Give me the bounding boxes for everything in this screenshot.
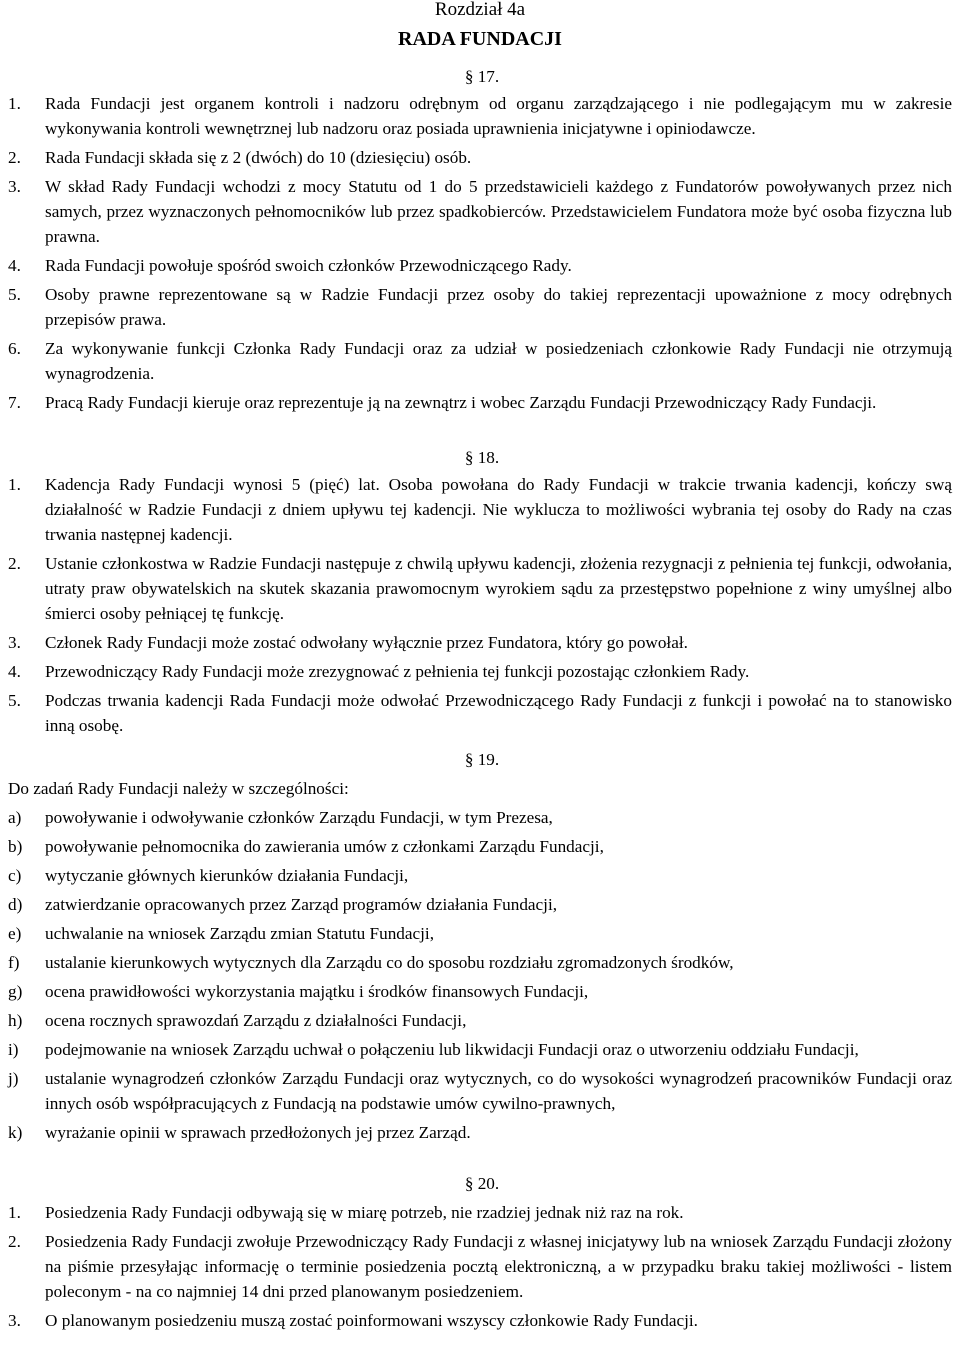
item-number: 5.	[8, 691, 21, 710]
item-number: 2.	[8, 148, 21, 167]
item-text: Rada Fundacji powołuje spośród swoich członków Przewodniczącego Rady.	[45, 256, 572, 275]
item-number: 6.	[8, 339, 21, 358]
item-text: wyrażanie opinii w sprawach przedłożonych jej przez Zarząd.	[45, 1123, 471, 1142]
item-number: 1.	[8, 94, 21, 113]
item-text: Przewodniczący Rady Fundacji może zrezygnować z pełnienia tej funkcji pozostając członkiem Rady.	[45, 662, 750, 681]
item-text: ustalanie kierunkowych wytycznych dla Zarządu co do sposobu rozdziału zgromadzonych środków,	[45, 953, 734, 972]
item-text: Posiedzenia Rady Fundacji odbywają się w miarę potrzeb, nie rzadziej jednak niż raz na rok.	[45, 1203, 684, 1222]
item-text: Podczas trwania kadencji Rada Fundacji może odwołać Przewodniczącego Rady Fundacji z funkcji i powołać na to stanowisko inną osobę.	[45, 691, 952, 735]
item-text: zatwierdzanie opracowanych przez Zarząd programów działania Fundacji,	[45, 895, 558, 914]
list-item	[8, 1229, 952, 1304]
item-number: 7.	[8, 393, 21, 412]
item-text: ocena prawidłowości wykorzystania majątku i środków finansowych Fundacji,	[45, 982, 589, 1001]
list-item	[8, 1120, 952, 1145]
item-text: uchwalanie na wniosek Zarządu zmian Statutu Fundacji,	[45, 924, 434, 943]
item-letter: e)	[8, 924, 22, 943]
item-number: 5.	[8, 285, 21, 304]
list-item	[8, 472, 952, 547]
paragraph-18-body	[8, 472, 952, 738]
item-text: podejmowanie na wniosek Zarządu uchwał o połączeniu lub likwidacji Fundacji oraz o utworzeniu oddziału Fundacji,	[45, 1040, 859, 1059]
item-letter: c)	[8, 866, 22, 885]
list-item	[8, 1008, 952, 1033]
item-number: 2.	[8, 1232, 21, 1251]
list-item	[8, 336, 952, 386]
list-item	[8, 1308, 952, 1333]
list-item	[8, 979, 952, 1004]
list-item	[8, 145, 952, 170]
list-item	[8, 921, 952, 946]
list-item	[8, 892, 952, 917]
item-number: 3.	[8, 177, 21, 196]
list-item	[8, 253, 952, 278]
item-letter: f)	[8, 953, 20, 972]
item-text: powoływanie i odwoływanie członków Zarządu Fundacji, w tym Prezesa,	[45, 808, 553, 827]
item-text: powoływanie pełnomocnika do zawierania umów z członkami Zarządu Fundacji,	[45, 837, 604, 856]
list-item	[8, 282, 952, 332]
item-text: ustalanie wynagrodzeń członków Zarządu Fundacji oraz wytycznych, co do wysokości wynagrodzeń pracowników Fundacji oraz innych osób współpracujących z Fundacją na podstawie umów cywilno-prawnych,	[45, 1069, 952, 1113]
chapter-title: RADA FUNDACJI	[398, 28, 562, 50]
list-item	[8, 688, 952, 738]
item-text: Osoby prawne reprezentowane są w Radzie Fundacji przez osoby do takiej reprezentacji upoważnione z mocy odrębnych przepisów prawa.	[45, 285, 952, 329]
item-letter: d)	[8, 895, 23, 914]
list-item	[8, 863, 952, 888]
item-letter: k)	[8, 1123, 23, 1142]
list-item	[8, 659, 952, 684]
item-number: 2.	[8, 554, 21, 573]
list-item	[8, 834, 952, 859]
item-text: W skład Rady Fundacji wchodzi z mocy Statutu od 1 do 5 przedstawicieli każdego z Fundatorów powoływanych przez nich samych, przez wyznaczonych pełnomocników lub przez spadkobierców. Przedstawicielem Fundatora może być osoba fizyczna lub prawna.	[45, 177, 952, 246]
list-item	[8, 551, 952, 626]
list-item	[8, 1037, 952, 1062]
item-letter: j)	[8, 1069, 19, 1088]
list-item	[8, 91, 952, 141]
item-letter: b)	[8, 837, 23, 856]
item-text: ocena rocznych sprawozdań Zarządu z działalności Fundacji,	[45, 1011, 467, 1030]
item-number: 3.	[8, 1311, 21, 1330]
item-number: 3.	[8, 633, 21, 652]
paragraph-18-heading: § 18.	[464, 448, 500, 467]
item-text: Pracą Rady Fundacji kieruje oraz reprezentuje ją na zewnątrz i wobec Zarządu Fundacji Przewodniczący Rady Fundacji.	[45, 393, 877, 412]
item-text: Kadencja Rady Fundacji wynosi 5 (pięć) lat. Osoba powołana do Rady Fundacji w trakcie trwania kadencji, kończy swą działalność w Radzie Fundacji z dniem upływu tej kadencji. Nie wyklucza to możliwości wybrania tej osoby do Rady na czas trwania następnej kadencji.	[45, 475, 952, 544]
item-letter: h)	[8, 1011, 23, 1030]
item-number: 1.	[8, 1203, 21, 1222]
list-item	[8, 174, 952, 249]
item-text: Rada Fundacji składa się z 2 (dwóch) do 10 (dziesięciu) osób.	[45, 148, 472, 167]
item-letter: a)	[8, 808, 22, 827]
item-number: 4.	[8, 662, 21, 681]
paragraph-17-body	[8, 91, 952, 415]
list-item	[8, 950, 952, 975]
paragraph-17-heading: § 17.	[464, 67, 500, 86]
item-number: 4.	[8, 256, 21, 275]
item-number: 1.	[8, 475, 21, 494]
list-item	[8, 1066, 952, 1116]
paragraph-19-heading: § 19.	[464, 750, 500, 769]
section-intro: Do zadań Rady Fundacji należy w szczególności:	[8, 779, 349, 798]
list-item	[8, 1200, 952, 1225]
list-item	[8, 630, 952, 655]
paragraph-19-body	[8, 776, 952, 1145]
item-text: Członek Rady Fundacji może zostać odwołany wyłącznie przez Fundatora, który go powołał.	[45, 633, 688, 652]
item-letter: i)	[8, 1040, 19, 1059]
item-text: Za wykonywanie funkcji Członka Rady Fundacji oraz za udział w posiedzeniach członkowie Rady Fundacji nie otrzymują wynagrodzenia.	[45, 339, 952, 383]
paragraph-20-heading: § 20.	[464, 1174, 500, 1193]
list-item	[8, 805, 952, 830]
chapter-heading: Rozdział 4a	[434, 0, 526, 20]
item-text: Ustanie członkostwa w Radzie Fundacji następuje z chwilą upływu kadencji, złożenia rezygnacji z pełnienia tej funkcji, odwołania, utraty praw obywatelskich na skutek skazania prawomocnym wyrokiem sądu za przestępstwo popełnione z winy umyślnej albo śmierci osoby pełniącej tę funkcję.	[45, 554, 952, 623]
paragraph-20-body	[8, 1200, 952, 1333]
list-item	[8, 390, 952, 415]
item-text: wytyczanie głównych kierunków działania Fundacji,	[45, 866, 409, 885]
item-text: O planowanym posiedzeniu muszą zostać poinformowani wszyscy członkowie Rady Fundacji.	[45, 1311, 698, 1330]
item-text: Rada Fundacji jest organem kontroli i nadzoru odrębnym od organu zarządzającego i nie podlegającym mu w zakresie wykonywania kontroli wewnętrznej lub nadzoru oraz posiada uprawnienia inicjatywne i opiniodawcze.	[45, 94, 952, 138]
item-letter: g)	[8, 982, 23, 1001]
item-text: Posiedzenia Rady Fundacji zwołuje Przewodniczący Rady Fundacji z własnej inicjatywy lub na wniosek Zarządu Fundacji złożony na piśmie przesyłając informację o terminie posiedzenia pocztą elektroniczną, a w przypadku braku takiej możliwości - listem poleconym - na co najmniej 14 dni przed planowanym posiedzeniem.	[45, 1232, 952, 1301]
